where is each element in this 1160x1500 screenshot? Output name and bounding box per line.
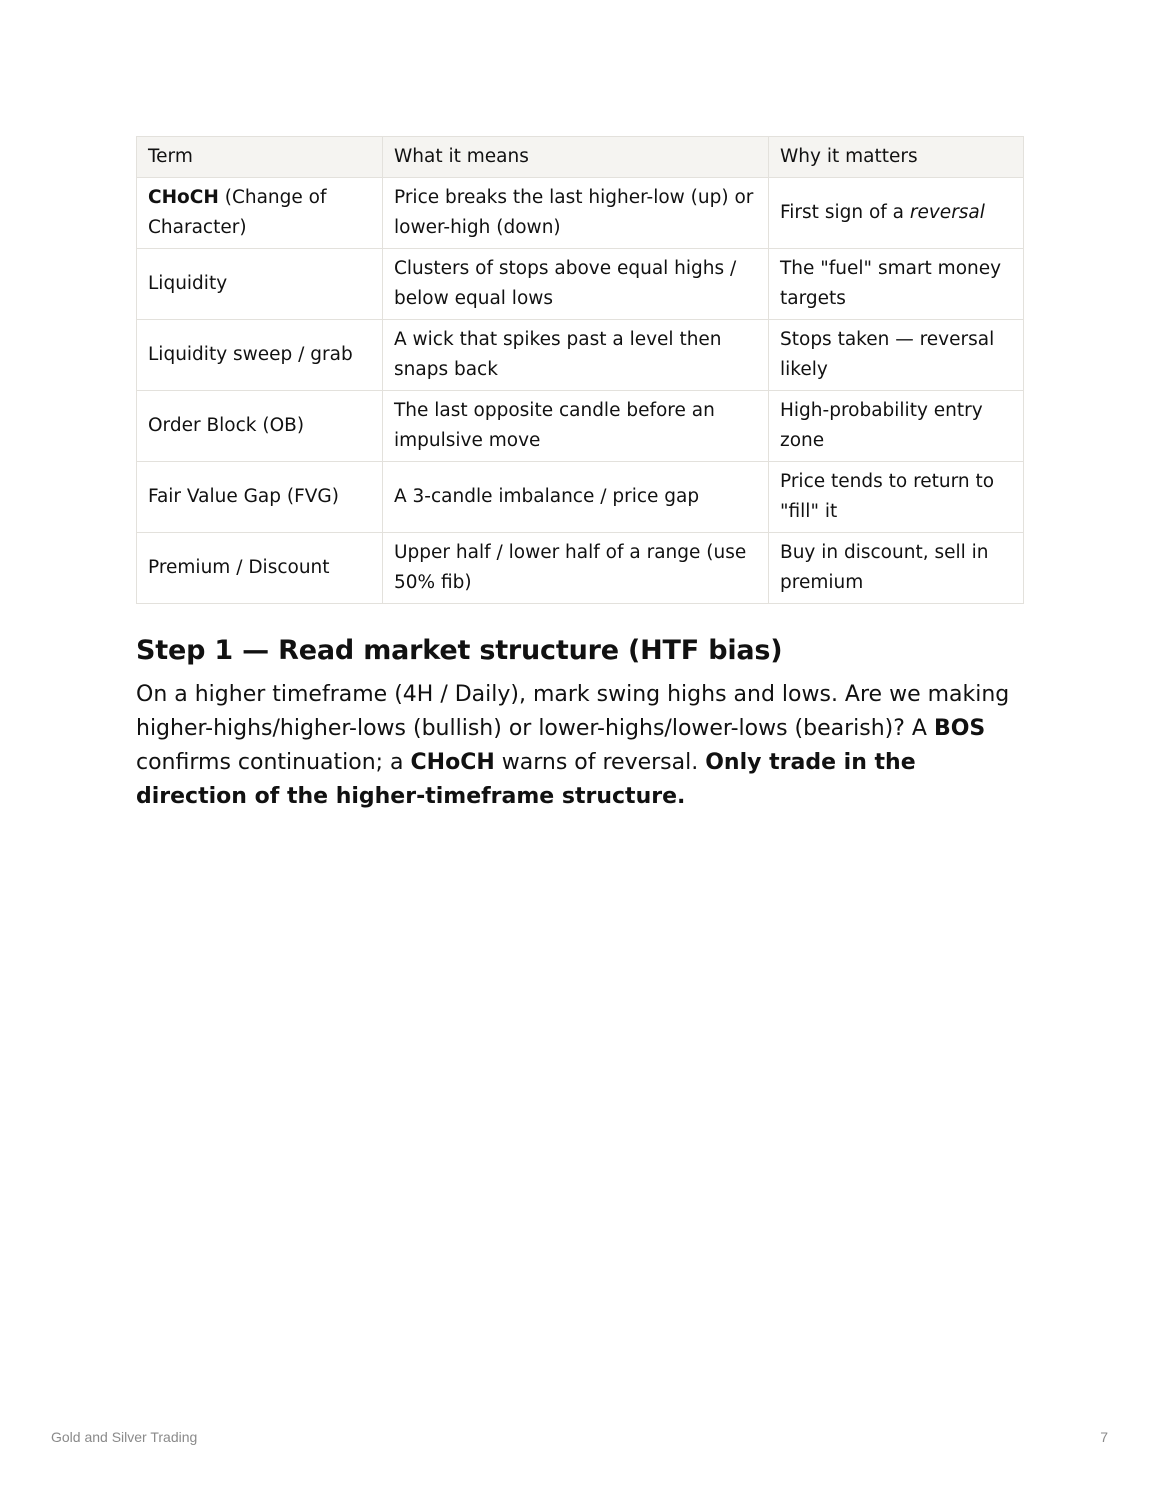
table-row [137, 320, 1024, 391]
table-row [137, 178, 1024, 249]
why-prefix: First sign of a [780, 202, 910, 223]
step-1-text-1: On a higher timeframe (4H / Daily), mark swing highs and lows. Are we making higher-highs/higher-lows (bullish) or lower-highs/lower-lows (bearish)? A [136, 682, 1010, 741]
table-row [137, 391, 1024, 462]
term-cell [137, 178, 383, 249]
step-1-choch-term: CHoCH [410, 750, 495, 775]
smc-terms-table [136, 136, 1024, 604]
header-meaning: What it means [383, 137, 769, 178]
step-1-rule: Only trade in the direction of the higher-timeframe structure. [136, 750, 916, 809]
term-label: CHoCH [148, 187, 219, 208]
term-cell: Order Block (OB) [137, 391, 383, 462]
why-cell [769, 178, 1024, 249]
table-header [137, 137, 1024, 178]
table-row [137, 249, 1024, 320]
table-row [137, 533, 1024, 604]
meaning-cell: A wick that spikes past a level then snaps back [383, 320, 769, 391]
header-why: Why it matters [769, 137, 1024, 178]
term-cell: Premium / Discount [137, 533, 383, 604]
table-row [137, 462, 1024, 533]
page-content [136, 136, 1023, 814]
step-1-bos-term: BOS [933, 716, 986, 741]
step-1-text-3: warns of reversal. [494, 750, 706, 775]
meaning-cell: Clusters of stops above equal highs / below equal lows [383, 249, 769, 320]
term-suffix: (Change of Character) [148, 187, 327, 238]
table-header-row [137, 137, 1024, 178]
meaning-cell: A 3-candle imbalance / price gap [383, 462, 769, 533]
why-cell: Stops taken — reversal likely [769, 320, 1024, 391]
step-1-paragraph [136, 678, 1023, 814]
why-cell: Price tends to return to "fill" it [769, 462, 1024, 533]
term-cell: Liquidity [137, 249, 383, 320]
meaning-cell: The last opposite candle before an impulsive move [383, 391, 769, 462]
step-1-heading: Step 1 — Read market structure (HTF bias) [136, 635, 783, 666]
footer-document-title: Gold and Silver Trading [51, 1429, 198, 1445]
term-cell: Liquidity sweep / grab [137, 320, 383, 391]
meaning-cell: Price breaks the last higher-low (up) or lower-high (down) [383, 178, 769, 249]
why-cell: Buy in discount, sell in premium [769, 533, 1024, 604]
term-cell: Fair Value Gap (FVG) [137, 462, 383, 533]
header-term: Term [137, 137, 383, 178]
why-cell: The "fuel" smart money targets [769, 249, 1024, 320]
why-cell: High-probability entry zone [769, 391, 1024, 462]
step-1-text-2: confirms continuation; a [136, 750, 411, 775]
meaning-cell: Upper half / lower half of a range (use 50% fib) [383, 533, 769, 604]
why-emphasis: reversal [909, 202, 985, 223]
table-body [137, 178, 1024, 604]
footer-page-number: 7 [1100, 1429, 1108, 1445]
